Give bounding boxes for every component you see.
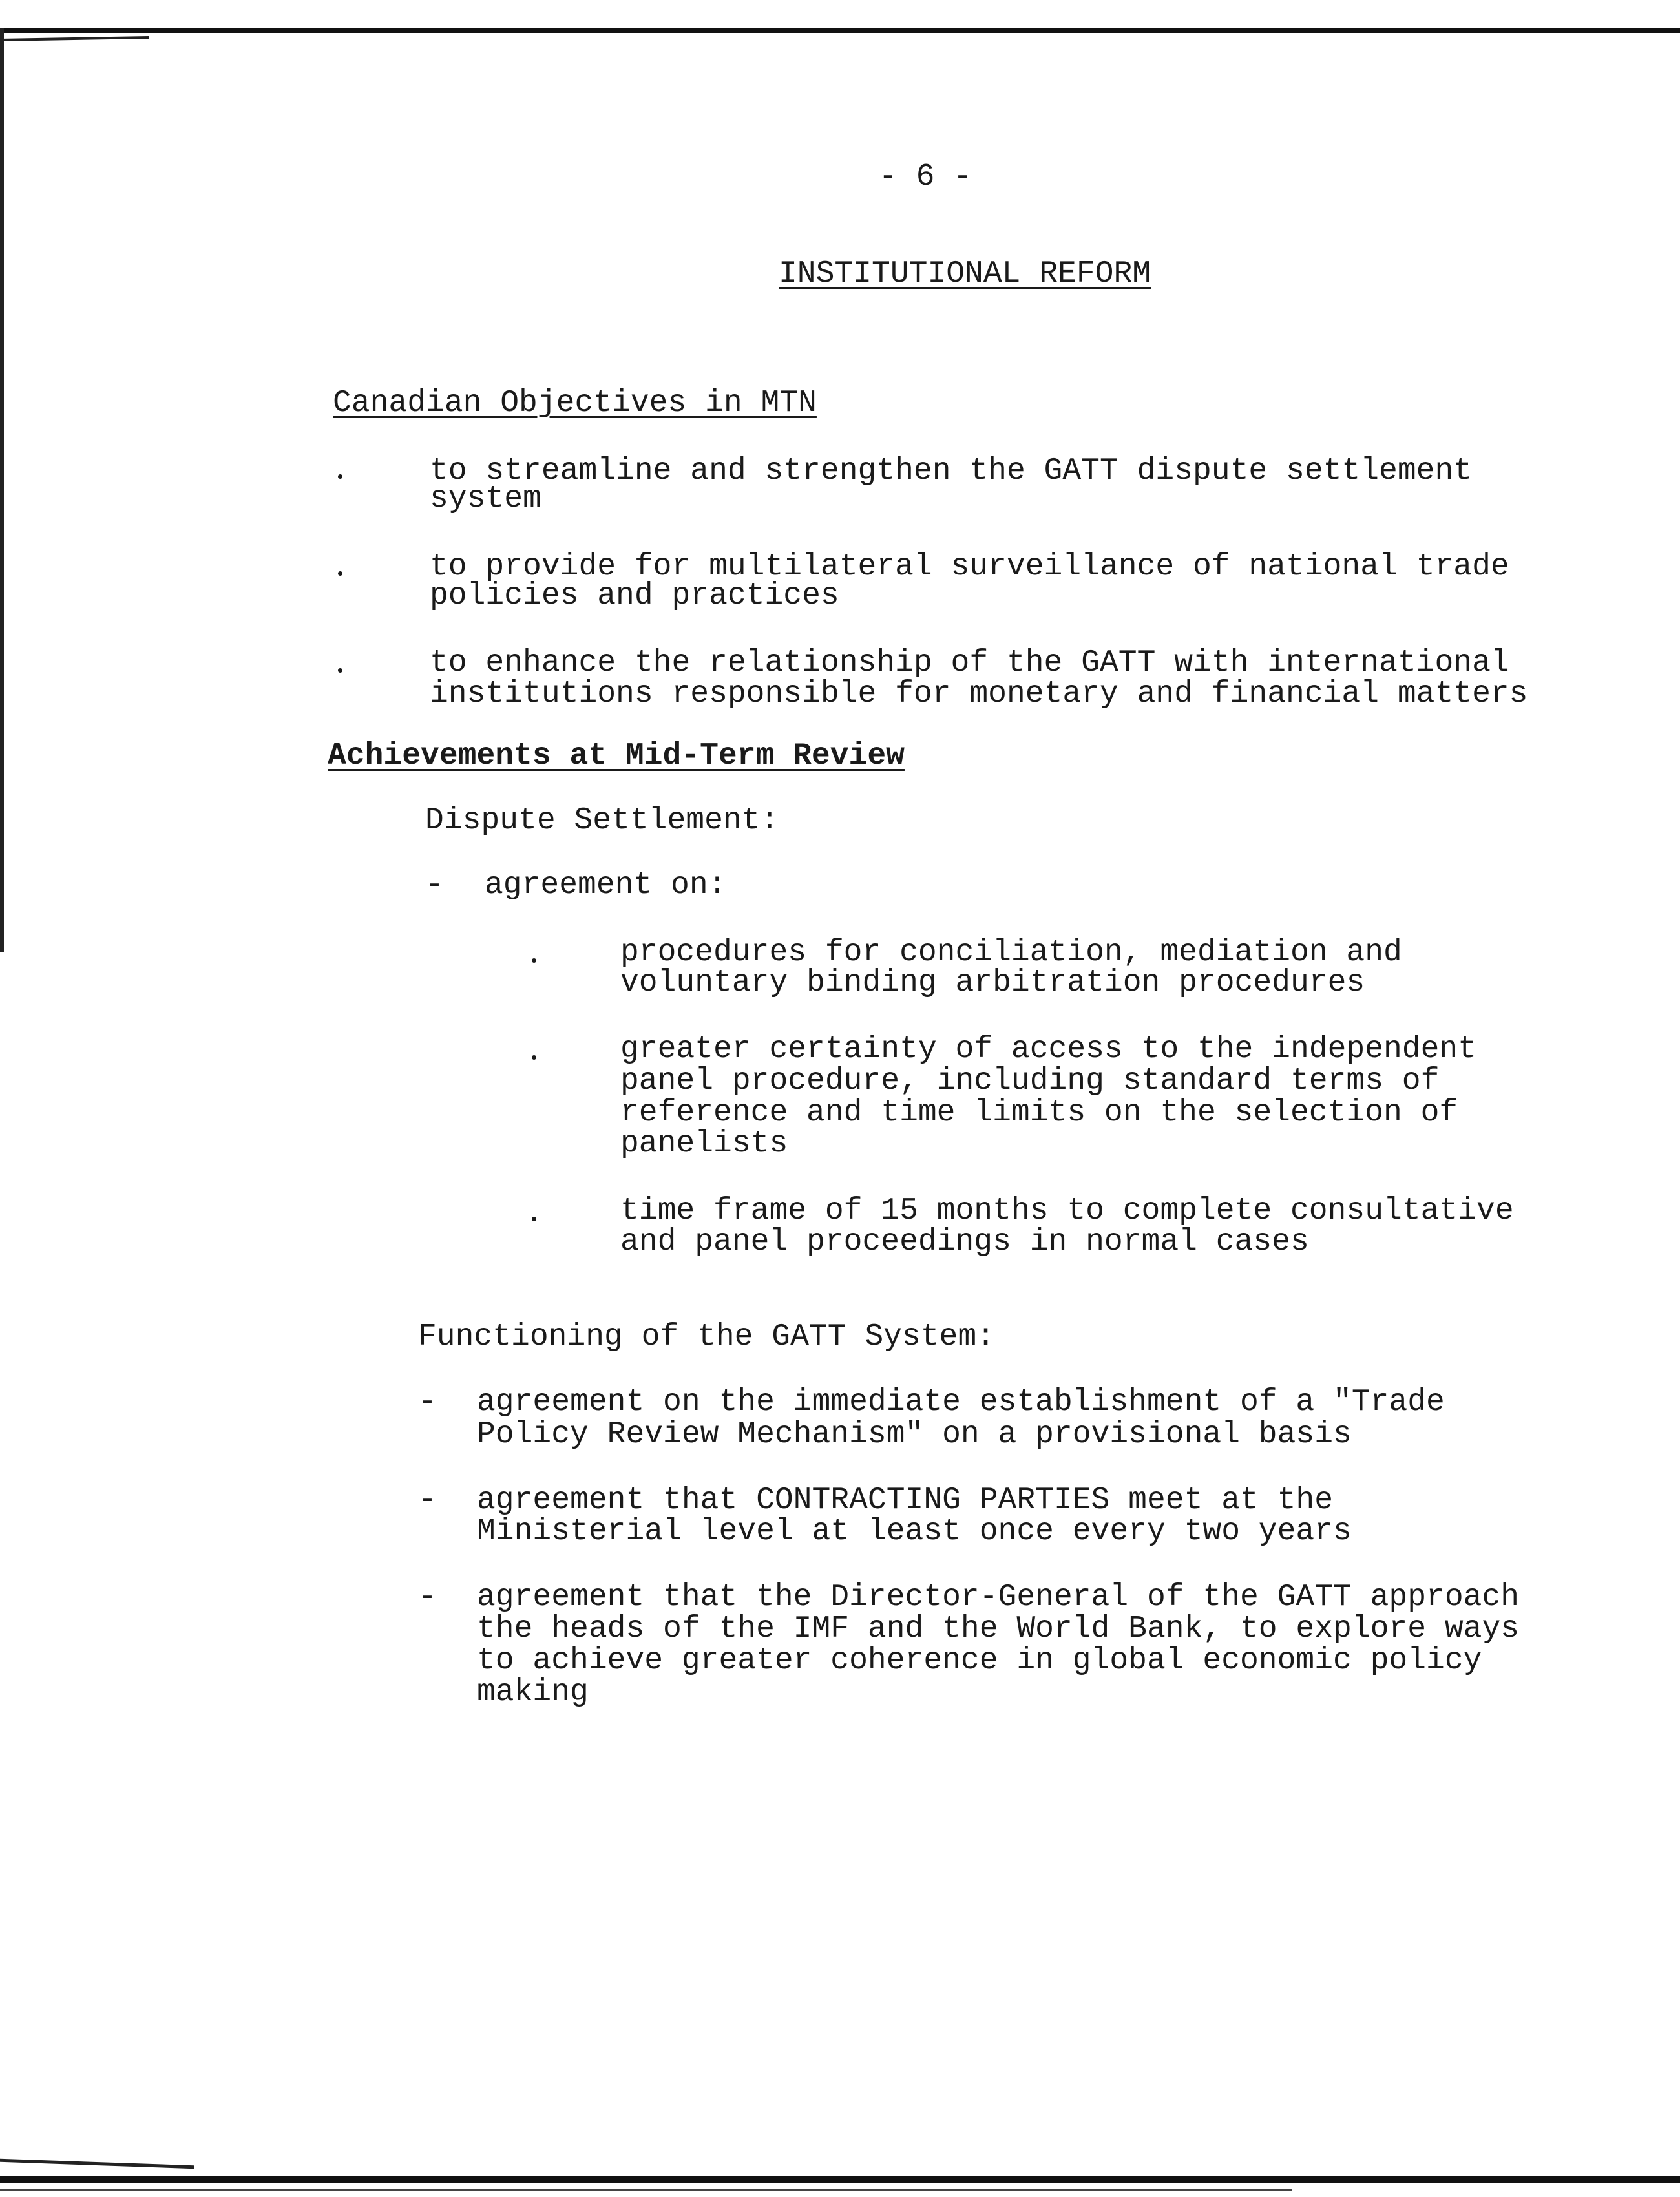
dispute-line: time frame of 15 months to complete consultative <box>620 1193 1514 1228</box>
dash-marker: - <box>418 1483 437 1518</box>
dispute-line: reference and time limits on the selection of <box>620 1095 1458 1130</box>
bullet-icon <box>338 571 342 576</box>
dash-marker: - <box>418 1580 437 1615</box>
objectives-heading: Canadian Objectives in MTN <box>333 386 817 421</box>
page-number: - 6 - <box>879 160 972 194</box>
achievements-heading: Achievements at Mid-Term Review <box>328 739 905 773</box>
objective-line: institutions responsible for monetary and financial matters <box>430 677 1528 711</box>
functioning-line: Ministerial level at least once every two years <box>477 1514 1352 1549</box>
bullet-icon <box>532 1217 536 1221</box>
scan-edge-bottom-thin <box>0 2189 1292 2191</box>
functioning-line: making <box>477 1675 589 1710</box>
dispute-line: voluntary binding arbitration procedures <box>620 965 1365 1000</box>
functioning-line: Policy Review Mechanism" on a provisional basis <box>477 1417 1352 1452</box>
page-title: INSTITUTIONAL REFORM <box>779 257 1151 291</box>
scan-edge-top <box>0 28 1680 33</box>
scan-edge-bottom <box>0 2176 1680 2183</box>
objective-line: system <box>430 481 541 516</box>
bullet-icon <box>338 474 342 479</box>
dispute-line: and panel proceedings in normal cases <box>620 1225 1309 1259</box>
functioning-label: Functioning of the GATT System: <box>418 1319 995 1354</box>
objective-line: to provide for multilateral surveillance of national trade <box>430 549 1509 584</box>
functioning-line: agreement that CONTRACTING PARTIES meet at the <box>477 1483 1334 1518</box>
scan-edge-left <box>0 28 4 952</box>
bullet-icon <box>532 1055 536 1060</box>
dash-marker: - <box>425 868 444 903</box>
objective-line: policies and practices <box>430 578 839 613</box>
functioning-line: agreement that the Director-General of the GATT approach <box>477 1580 1520 1615</box>
dispute-line: procedures for conciliation, mediation and <box>620 935 1402 970</box>
dispute-line: panelists <box>620 1126 788 1161</box>
bullet-icon <box>338 668 342 673</box>
functioning-line: the heads of the IMF and the World Bank, to explore ways <box>477 1612 1520 1646</box>
dispute-line: panel procedure, including standard terms of <box>620 1064 1440 1098</box>
functioning-line: agreement on the immediate establishment of a "Trade <box>477 1385 1445 1420</box>
dash-marker: - <box>418 1385 437 1420</box>
objective-line: to streamline and strengthen the GATT dispute settlement <box>430 454 1473 489</box>
agreement-on-label: agreement on: <box>485 868 727 903</box>
scan-edge-top-curl <box>0 36 149 41</box>
objective-line: to enhance the relationship of the GATT with international <box>430 646 1509 680</box>
dispute-line: greater certainty of access to the independent <box>620 1032 1477 1067</box>
scan-edge-bottom-curl <box>0 2159 194 2169</box>
dispute-settlement-label: Dispute Settlement: <box>425 803 779 838</box>
functioning-line: to achieve greater coherence in global economic policy <box>477 1643 1482 1678</box>
bullet-icon <box>532 958 536 963</box>
